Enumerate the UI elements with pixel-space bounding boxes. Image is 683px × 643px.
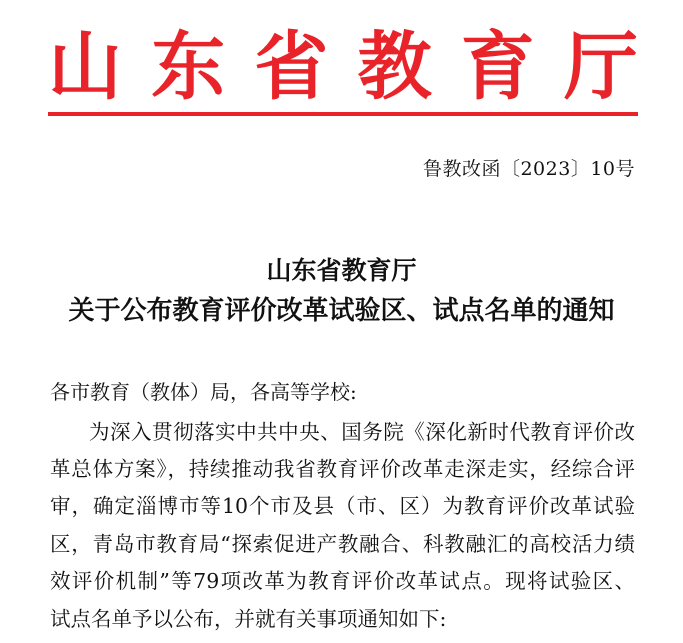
document-title-line2: 关于公布教育评价改革试验区、试点名单的通知 — [68, 296, 615, 326]
masthead-divider — [48, 112, 638, 116]
body-paragraph-line: 区，青岛市教育局“探索促进产教融合、科教融汇的高校活力绩 — [50, 532, 635, 556]
masthead-char: 东 — [151, 24, 226, 110]
masthead-char: 教 — [357, 24, 432, 110]
masthead-char: 省 — [254, 24, 329, 110]
document-number: 鲁教改函〔2023〕10号 — [422, 158, 635, 180]
masthead-title — [48, 26, 638, 108]
masthead-char: 育 — [460, 24, 535, 110]
body-paragraph-line: 效评价机制”等79项改革为教育评价改革试点。现将试验区、 — [50, 569, 635, 593]
body-paragraph-line: 审，确定淄博市等10个市及县（市、区）为教育评价改革试验 — [50, 494, 635, 518]
masthead-char: 山 — [48, 24, 122, 110]
body-paragraph-line: 试点名单予以公布，并就有关事项通知如下: — [50, 607, 447, 631]
body-paragraph-line: 革总体方案》，持续推动我省教育评价改革走深走实，经综合评 — [50, 457, 635, 481]
body-paragraph-line: 为深入贯彻落实中共中央、国务院《深化新时代教育评价改 — [89, 420, 635, 444]
document-title-line1: 山东省教育厅 — [266, 256, 417, 285]
masthead-char: 厅 — [563, 24, 638, 110]
salutation: 各市教育（教体）局，各高等学校: — [50, 380, 357, 404]
